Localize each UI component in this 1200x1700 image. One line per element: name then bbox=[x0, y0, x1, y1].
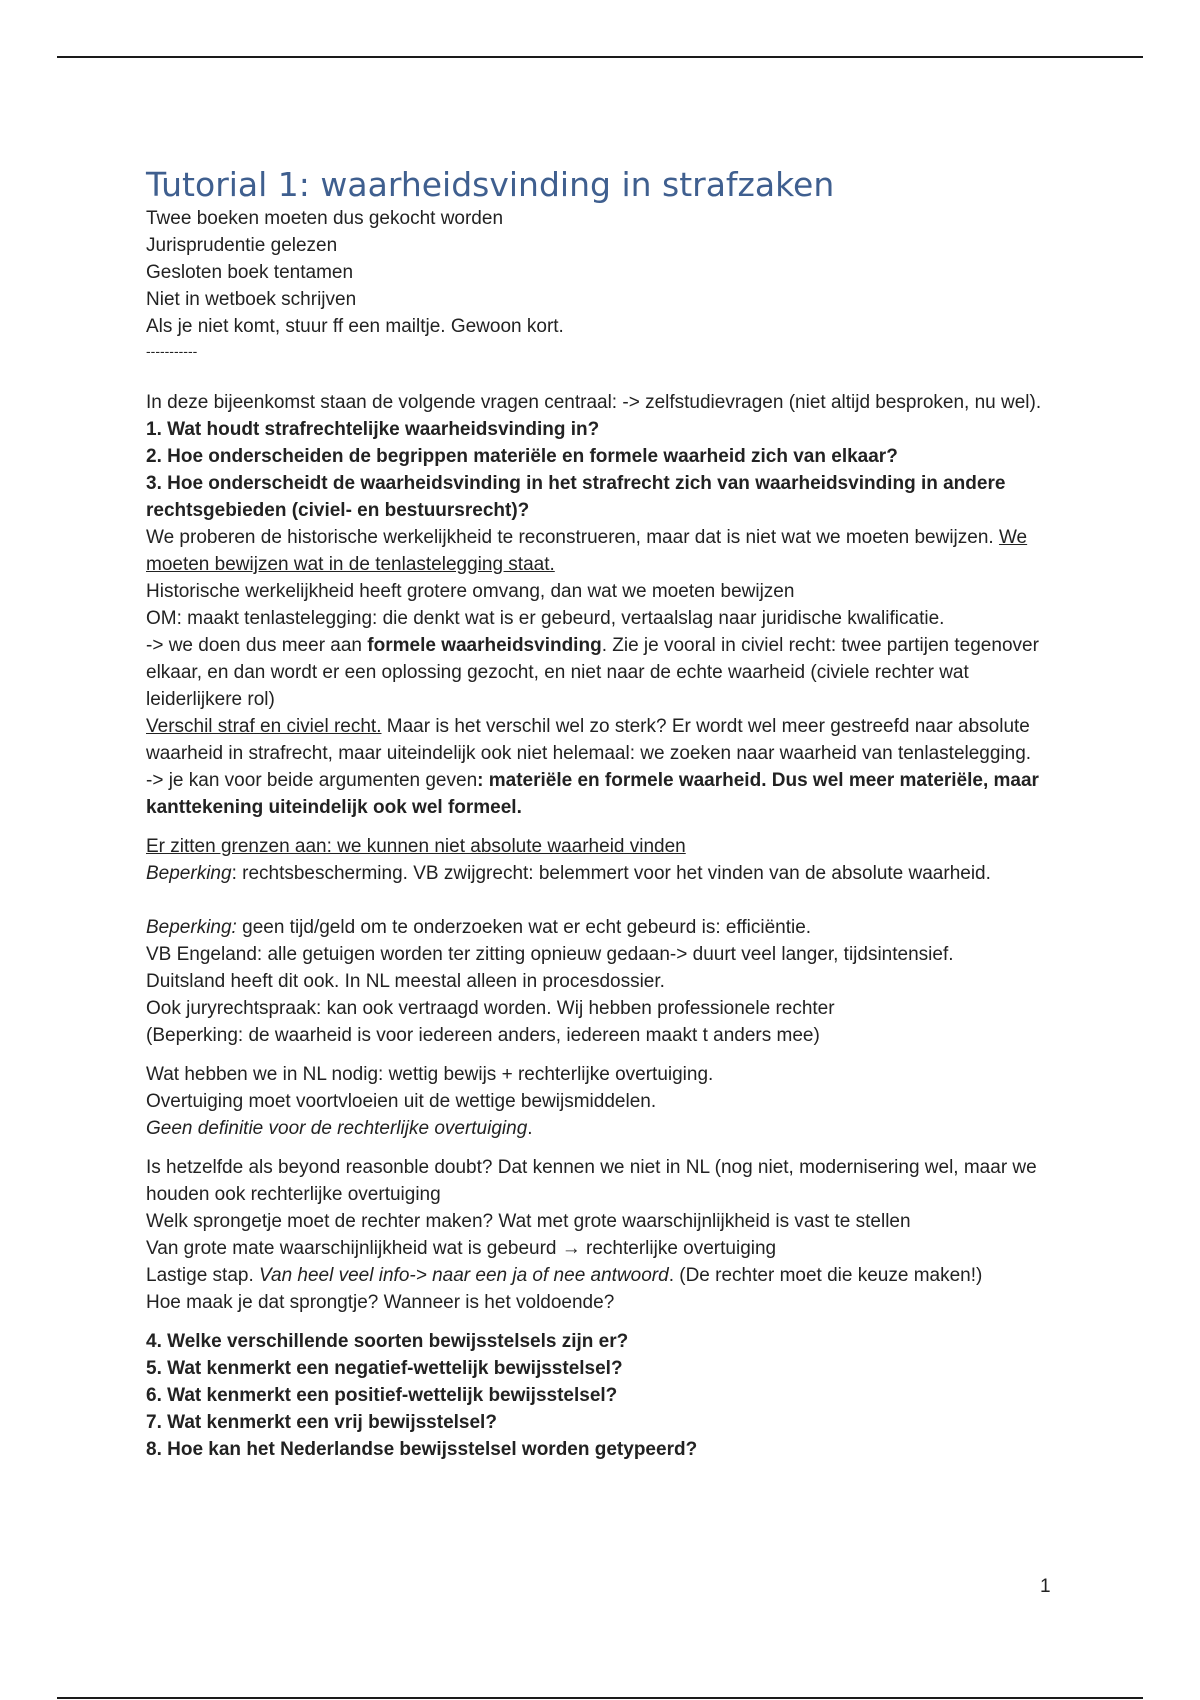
paragraph-text: VB Engeland: alle getuigen worden ter zitting opnieuw gedaan-> duurt veel langer, tijdsintensief. bbox=[146, 944, 954, 965]
page-number: 1 bbox=[1040, 1576, 1051, 1597]
question-item: 4. Welke verschillende soorten bewijsstelsels zijn er? bbox=[146, 1331, 629, 1352]
limit-protection bbox=[146, 860, 1066, 887]
intro-line: Als je niet komt, stuur ff een mailtje. Gewoon kort. bbox=[146, 316, 564, 337]
paragraph-text: Lastige stap. bbox=[146, 1265, 260, 1286]
paragraph-difficult-step bbox=[146, 1262, 1066, 1289]
paragraph-text: (Beperking: de waarheid is voor iedereen anders, iedereen maakt t anders mee) bbox=[146, 1025, 820, 1046]
paragraph-text: Ook juryrechtspraak: kan ook vertraagd worden. Wij hebben professionele rechter bbox=[146, 998, 835, 1019]
paragraph-text: Duitsland heeft dit ook. In NL meestal alleen in procesdossier. bbox=[146, 971, 665, 992]
italic-text: Geen definitie voor de rechterlijke overtuiging bbox=[146, 1118, 528, 1139]
paragraph-text: . (De rechter moet die keuze maken!) bbox=[668, 1265, 983, 1286]
question-item: 6. Wat kenmerkt een positief-wettelijk bewijsstelsel? bbox=[146, 1385, 618, 1406]
question-item: 7. Wat kenmerkt een vrij bewijsstelsel? bbox=[146, 1412, 497, 1433]
paragraph-difference bbox=[146, 713, 1066, 767]
limit-efficiency bbox=[146, 914, 1066, 941]
separator-dashes: ----------- bbox=[146, 343, 198, 359]
paragraph-text: Is hetzelfde als beyond reasonble doubt? Dat kennen we niet in NL (nog niet, modernisering wel, maar we houden ook rechterlijke overtuiging bbox=[146, 1157, 1037, 1205]
bold-text: : materiële en formele waarheid. Dus wel meer materiële, maar kanttekening uiteindelijk ook wel formeel. bbox=[146, 770, 1039, 818]
paragraph-text: Overtuiging moet voortvloeien uit de wettige bewijsmiddelen. bbox=[146, 1091, 657, 1112]
question-item: 8. Hoe kan het Nederlandse bewijsstelsel worden getypeerd? bbox=[146, 1439, 698, 1460]
paragraph-text: Welk sprongetje moet de rechter maken? Wat met grote waarschijnlijkheid is vast te stellen bbox=[146, 1211, 911, 1232]
question-item: 1. Wat houdt strafrechtelijke waarheidsvinding in? bbox=[146, 419, 600, 440]
question-item: 3. Hoe onderscheidt de waarheidsvinding in het strafrecht zich van waarheidsvinding in andere rechtsgebieden (civiel- en bestuursrecht)? bbox=[146, 473, 1006, 521]
paragraph-reconstruction bbox=[146, 524, 1066, 578]
intro-line: Twee boeken moeten dus gekocht worden bbox=[146, 208, 504, 229]
paragraph-text: -> je kan voor beide argumenten geven bbox=[146, 770, 478, 791]
page-title: Tutorial 1: waarheidsvinding in strafzaken bbox=[146, 165, 835, 204]
underlined-text: Verschil straf en civiel recht. bbox=[146, 716, 382, 737]
paragraph-text: Wat hebben we in NL nodig: wettig bewijs + rechterlijke overtuiging. bbox=[146, 1064, 714, 1085]
question-item: 2. Hoe onderscheiden de begrippen materiële en formele waarheid zich van elkaar? bbox=[146, 446, 898, 467]
document-body bbox=[146, 165, 1066, 1463]
paragraph-text: geen tijd/geld om te onderzoeken wat er echt gebeurd is: efficiëntie. bbox=[236, 917, 812, 938]
paragraph-text: Van grote mate waarschijnlijkheid wat is gebeurd → rechterlijke overtuiging bbox=[146, 1238, 777, 1259]
paragraph-text: -> we doen dus meer aan bbox=[146, 635, 362, 656]
question-item: 5. Wat kenmerkt een negatief-wettelijk bewijsstelsel? bbox=[146, 1358, 623, 1379]
paragraph-text: . Zie je vooral in civiel recht: twee partijen tegenover elkaar, en dan wordt er een oplossing gezocht, en niet naar de echte waarheid (civiele rechter wat leiderlijkere rol) bbox=[146, 635, 1039, 710]
italic-text: Beperking bbox=[146, 863, 232, 884]
footer-rule bbox=[57, 1697, 1143, 1699]
paragraph-text: Historische werkelijkheid heeft grotere omvang, dan wat we moeten bewijzen bbox=[146, 581, 795, 602]
paragraph-text: : rechtsbescherming. VB zwijgrecht: belemmert voor het vinden van de absolute waarheid. bbox=[231, 863, 991, 884]
italic-text: Beperking: bbox=[146, 917, 237, 938]
underlined-text: We moeten bewijzen wat in de tenlastelegging staat. bbox=[146, 527, 1028, 575]
paragraph-text: Hoe maak je dat sprongtje? Wanneer is het voldoende? bbox=[146, 1292, 615, 1313]
limits-heading: Er zitten grenzen aan: we kunnen niet absolute waarheid vinden bbox=[146, 836, 686, 857]
intro-line: Gesloten boek tentamen bbox=[146, 262, 354, 283]
paragraph-text: Maar is het verschil wel zo sterk? Er wordt wel meer gestreefd naar absolute waarheid in strafrecht, maar uiteindelijk ook niet helemaal: we zoeken naar waarheid van tenlastelegging. bbox=[146, 716, 1032, 764]
paragraph-definition bbox=[146, 1115, 1066, 1142]
questions-intro: In deze bijeenkomst staan de volgende vragen centraal: -> zelfstudievragen (niet altijd besproken, nu wel). bbox=[146, 392, 1042, 413]
paragraph-formal bbox=[146, 632, 1066, 713]
paragraph-text: . bbox=[527, 1118, 533, 1139]
bold-text: formele waarheidsvinding bbox=[367, 635, 602, 656]
intro-line: Jurisprudentie gelezen bbox=[146, 235, 338, 256]
paragraph-arguments bbox=[146, 767, 1066, 821]
italic-text: Van heel veel info-> naar een ja of nee antwoord bbox=[259, 1265, 669, 1286]
paragraph-text: OM: maakt tenlastelegging: die denkt wat is er gebeurd, vertaalslag naar juridische kwalificatie. bbox=[146, 608, 945, 629]
header-rule bbox=[57, 56, 1143, 58]
paragraph-text: We proberen de historische werkelijkheid te reconstrueren, maar dat is niet wat we moeten bewijzen. bbox=[146, 527, 994, 548]
intro-line: Niet in wetboek schrijven bbox=[146, 289, 357, 310]
